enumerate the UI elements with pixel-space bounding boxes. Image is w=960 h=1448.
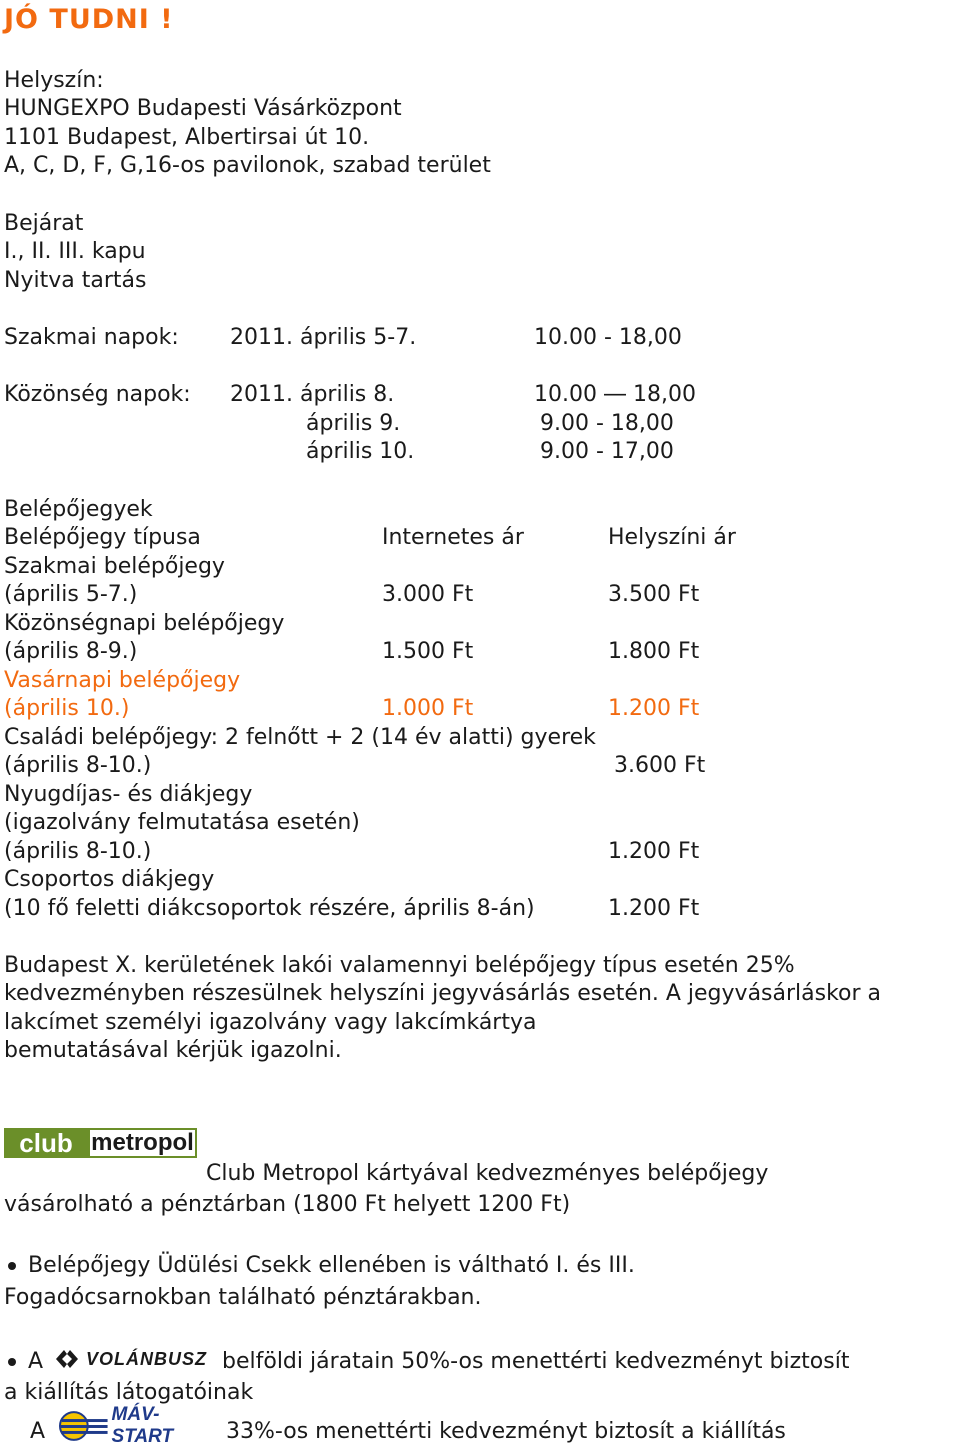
page-title: JÓ TUDNI ! — [4, 4, 174, 35]
ticket-dates: (április 8-9.) — [4, 639, 138, 664]
ticket-online-price: 1.500 Ft — [382, 639, 474, 664]
venue-address: 1101 Budapest, Albertirsai út 10. — [4, 125, 370, 150]
volanbusz-text-cont: a kiállítás látogatóinak — [4, 1380, 254, 1405]
column-header-online: Internetes ár — [382, 525, 524, 550]
public-day-date: április 10. — [306, 439, 415, 464]
ticket-dates: (április 5-7.) — [4, 582, 138, 607]
location-label: Helyszín: — [4, 68, 104, 93]
trade-days-date: 2011. április 5-7. — [230, 325, 417, 350]
family-ticket-dates: (április 8-10.) — [4, 753, 152, 778]
club-note-line: Club Metropol kártyával kedvezményes belépőjegy — [206, 1161, 769, 1186]
district-note-line: bemutatásával kérjük igazolni. — [4, 1038, 342, 1063]
senior-ticket-dates: (április 8-10.) — [4, 839, 152, 864]
holiday-note-line: Belépőjegy Üdülési Csekk ellenében is váltható I. és III. — [28, 1253, 635, 1278]
senior-ticket-note: (igazolvány felmutatása esetén) — [4, 810, 360, 835]
bullet-icon — [8, 1262, 16, 1270]
ticket-onsite-price: 3.500 Ft — [608, 582, 700, 607]
metropol-logo-part: metropol — [88, 1128, 197, 1158]
club-logo-part: club — [4, 1128, 88, 1158]
public-day-hours: 9.00 - 17,00 — [540, 439, 674, 464]
ticket-dates: (április 10.) — [4, 696, 130, 721]
group-ticket-name: Csoportos diákjegy — [4, 867, 215, 892]
group-ticket-note: (10 fő feletti diákcsoportok részére, április 8-án) — [4, 896, 535, 921]
public-day-date: 2011. április 8. — [230, 382, 395, 407]
district-note-line: lakcímet személyi igazolvány vagy lakcímkártya — [4, 1010, 537, 1035]
family-ticket-name: Családi belépőjegy: 2 felnőtt + 2 (14 év alatti) gyerek — [4, 725, 596, 750]
group-ticket-price: 1.200 Ft — [608, 896, 700, 921]
volanbusz-text: belföldi járatain 50%-os menettérti kedvezményt biztosít — [222, 1349, 850, 1374]
column-header-onsite: Helyszíni ár — [608, 525, 736, 550]
club-note-line: vásárolható a pénztárban (1800 Ft helyett 1200 Ft) — [4, 1192, 571, 1217]
mav-start-mark-icon — [58, 1410, 110, 1442]
ticket-name: Vasárnapi belépőjegy — [4, 668, 241, 693]
ticket-online-price: 3.000 Ft — [382, 582, 474, 607]
volanbusz-logo — [54, 1347, 214, 1371]
trade-days-label: Szakmai napok: — [4, 325, 179, 350]
public-days-label: Közönség napok: — [4, 382, 191, 407]
district-note-line: Budapest X. kerületének lakói valamennyi belépőjegy típus esetén 25% — [4, 953, 795, 978]
volanbusz-mark-icon — [54, 1348, 80, 1370]
public-day-hours: 9.00 - 18,00 — [540, 411, 674, 436]
senior-ticket-name: Nyugdíjas- és diákjegy — [4, 782, 253, 807]
entrance-gates: I., II. III. kapu — [4, 239, 146, 264]
ticket-name: Közönségnapi belépőjegy — [4, 611, 285, 636]
ticket-onsite-price: 1.200 Ft — [608, 696, 700, 721]
ticket-onsite-price: 1.800 Ft — [608, 639, 700, 664]
opening-label: Nyitva tartás — [4, 268, 147, 293]
volanbusz-logo-text: VOLÁNBUSZ — [86, 1348, 207, 1369]
column-header-type: Belépőjegy típusa — [4, 525, 201, 550]
mav-prefix: A — [30, 1419, 46, 1444]
district-note-line: kedvezményben részesülnek helyszíni jegyvásárlás esetén. A jegyvásárláskor a — [4, 981, 882, 1006]
trade-days-hours: 10.00 - 18,00 — [534, 325, 682, 350]
mav-text: 33%-os menettérti kedvezményt biztosít a kiállítás — [226, 1419, 786, 1444]
bullet-icon — [8, 1358, 16, 1366]
ticket-online-price: 1.000 Ft — [382, 696, 474, 721]
senior-ticket-price: 1.200 Ft — [608, 839, 700, 864]
venue-name: HUNGEXPO Budapesti Vásárközpont — [4, 96, 402, 121]
club-metropol-logo — [4, 1128, 197, 1158]
mav-start-logo — [58, 1404, 220, 1447]
public-day-date: április 9. — [306, 411, 401, 436]
holiday-note-line: Fogadócsarnokban található pénztárakban. — [4, 1285, 482, 1310]
tickets-heading: Belépőjegyek — [4, 497, 153, 522]
venue-pavilions: A, C, D, F, G,16-os pavilonok, szabad terület — [4, 153, 491, 178]
mav-start-logo-text: MÁV-START — [111, 1404, 174, 1447]
entrance-label: Bejárat — [4, 211, 84, 236]
volanbusz-prefix: A — [28, 1349, 44, 1374]
family-ticket-price: 3.600 Ft — [614, 753, 706, 778]
ticket-name: Szakmai belépőjegy — [4, 554, 225, 579]
public-day-hours: 10.00 ― 18,00 — [534, 382, 696, 407]
